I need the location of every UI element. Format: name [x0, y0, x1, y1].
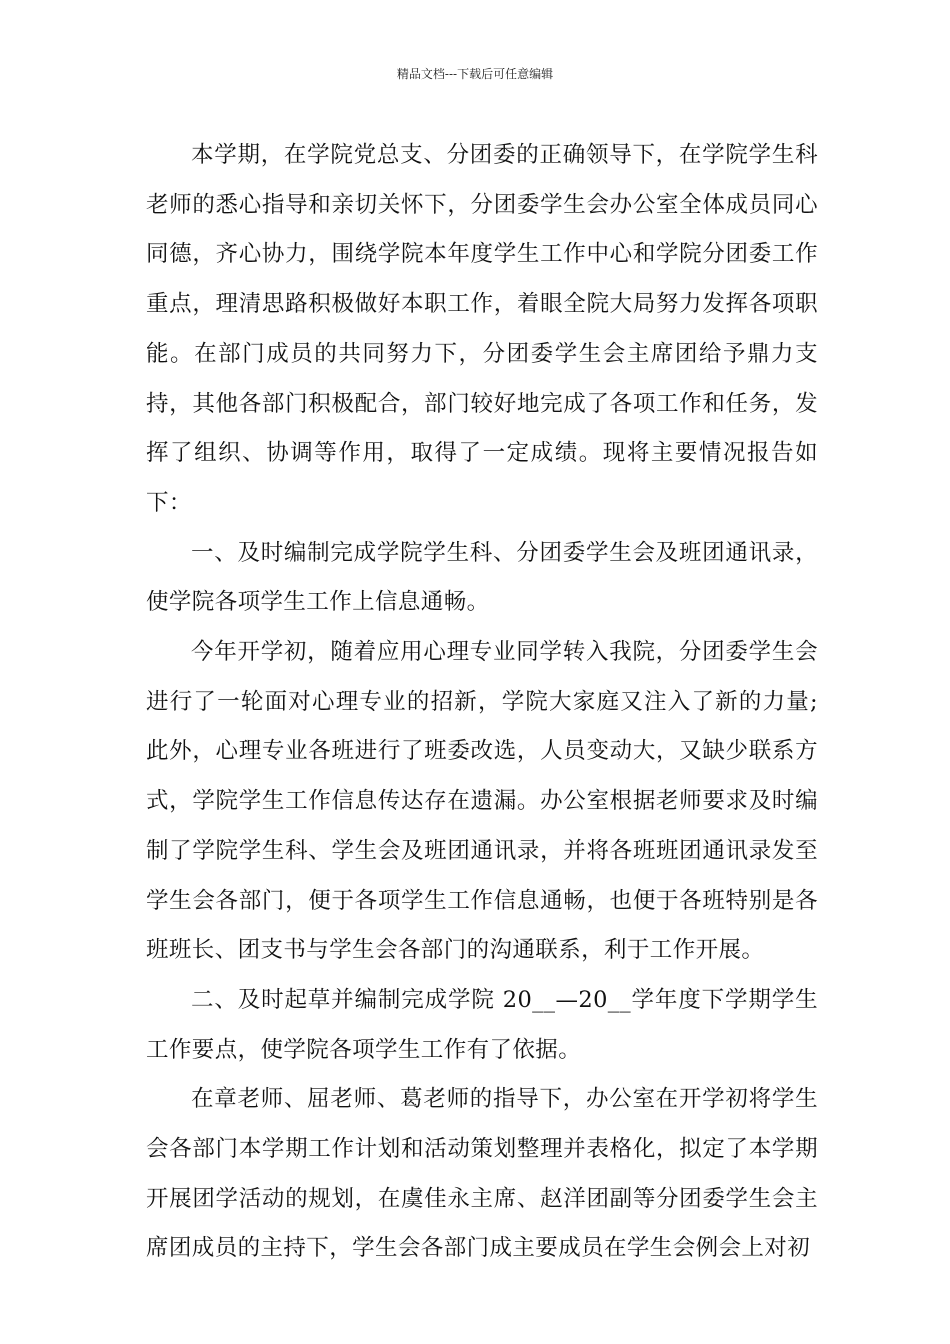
paragraph-intro: 本学期，在学院党总支、分团委的正确领导下，在学院学生科老师的悉心指导和亲切关怀下，分团委学生会办公室全体成员同心同德，齐心协力，围绕学院本年度学生工作中心和学院分团委工作重点，理清思路积极做好本职工作，着眼全院大局努力发挥各项职能。在部门成员的共同努力下，分团委学生会主席团给予鼎力支持，其他各部门积极配合，部门较好地完成了各项工作和任务，发挥了组织、协调等作用，取得了一定成绩。现将主要情况报告如下：	[146, 142, 818, 516]
paragraph-section-2-heading: 二、及时起草并编制完成学院 20__—20__学年度下学期学生工作要点，使学院各项学生工作有了依据。	[146, 986, 818, 1063]
paragraph-section-1-heading: 一、及时编制完成学院学生科、分团委学生会及班团通讯录，使学院各项学生工作上信息通畅。	[146, 539, 818, 616]
document-body	[146, 131, 818, 1274]
paragraph-section-1-body: 今年开学初，随着应用心理专业同学转入我院，分团委学生会进行了一轮面对心理专业的招新，学院大家庭又注入了新的力量;此外，心理专业各班进行了班委改选，人员变动大，又缺少联系方式，学院学生工作信息传达存在遗漏。办公室根据老师要求及时编制了学院学生科、学生会及班团通讯录，并将各班班团通讯录发至学生会各部门，便于各项学生工作信息通畅，也便于各班特别是各班班长、团支书与学生会各部门的沟通联系，利于工作开展。	[146, 639, 818, 964]
page-header: 精品文档---下载后可任意编辑	[396, 67, 554, 81]
paragraph-section-2-body: 在章老师、屈老师、葛老师的指导下，办公室在开学初将学生会各部门本学期工作计划和活动策划整理并表格化，拟定了本学期开展团学活动的规划，在虞佳永主席、赵洋团副等分团委学生会主席团成员的主持下，学生会各部门成主要成员在学生会例会上对初	[146, 1086, 818, 1262]
